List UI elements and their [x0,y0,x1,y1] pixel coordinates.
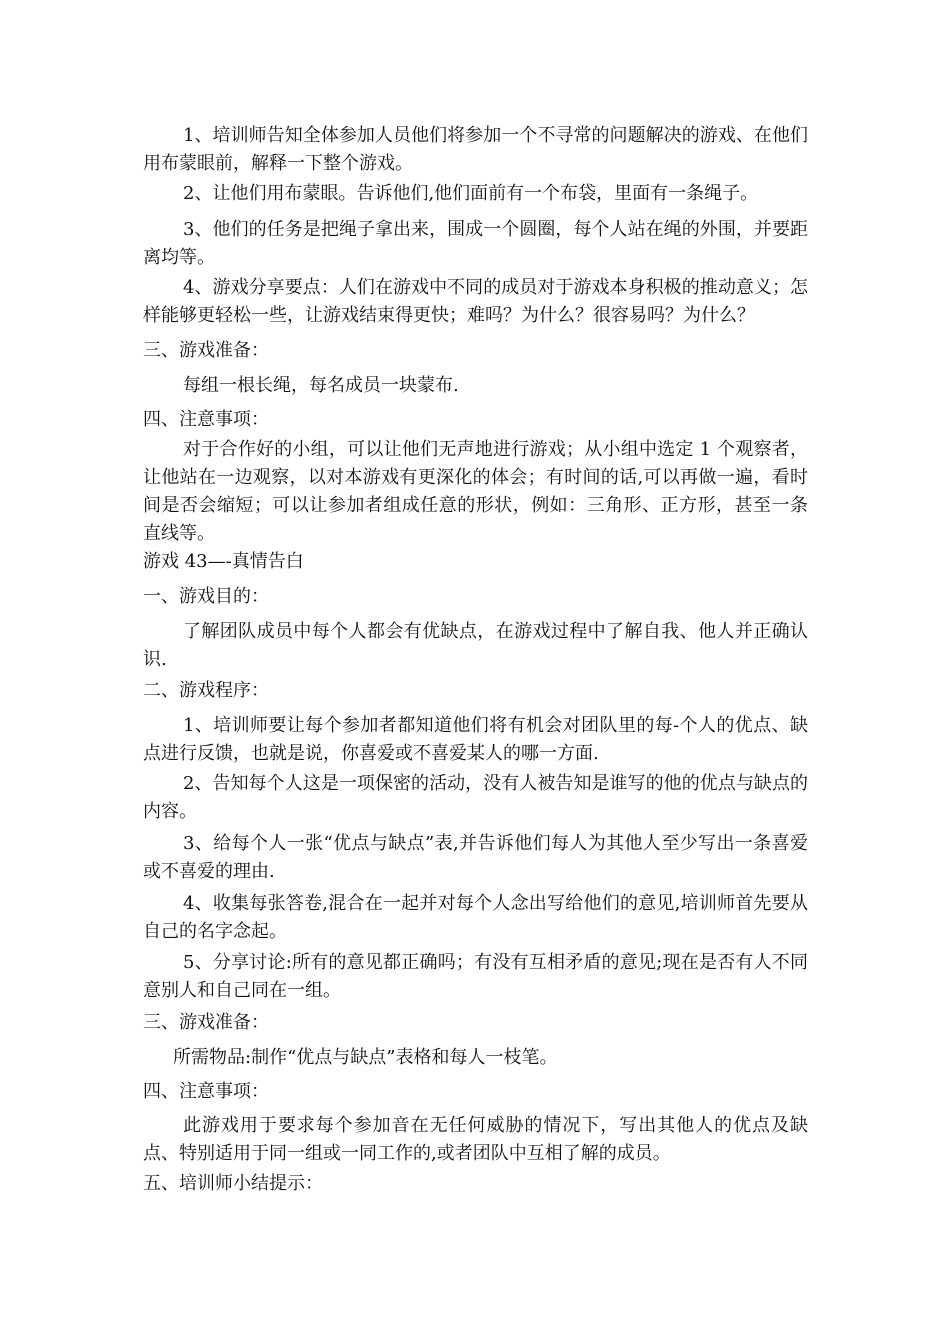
paragraph-notes-2: 此游戏用于要求每个参加音在无任何威胁的情况下，写出其他人的优点及缺点、特别适用于同一组或一同工作的,或者团队中互相了解的成员。 [143,1115,808,1164]
paragraph-materials: 每组一根长绳，每名成员一块蒙布. [183,375,459,396]
paragraph-notes: 对于合作好的小组，可以让他们无声地进行游戏；从小组中选定 1 个观察者，让他站在一边观察，以对本游戏有更深化的体会；有时间的话,可以再做一遍，看时间是否会缩短；可以让参加者组成任意的形状，例如：三角形、正方形，甚至一条直线等。 [143,439,808,544]
heading-game-purpose: 一、游戏目的： [143,586,269,607]
paragraph-procedure-5: 5、分享讨论:所有的意见都正确吗；有没有互相矛盾的意见;现在是否有人不同意别人和自己同在一组。 [143,952,808,1001]
paragraph-step-4: 4、游戏分享要点：人们在游戏中不同的成员对于游戏本身积极的推动意义；怎样能够更轻松一些，让游戏结束得更快；难吗？为什么？很容易吗？为什么？ [143,277,808,326]
heading-notes-2: 四、注意事项： [143,1081,269,1102]
paragraph-procedure-2: 2、告知每个人这是一项保密的活动，没有人被告知是谁写的他的优点与缺点的内容。 [143,773,808,822]
paragraph-step-2: 2、让他们用布蒙眼。告诉他们,他们面前有一个布袋，里面有一条绳子。 [183,183,759,204]
heading-game-43: 游戏 43—-真情告白 [143,551,304,572]
heading-game-preparation: 三、游戏准备： [143,340,269,361]
paragraph-step-3: 3、他们的任务是把绳子拿出来，围成一个圆圈，每个人站在绳的外围，并要距离均等。 [143,219,808,268]
paragraph-step-1: 1、培训师告知全体参加人员他们将参加一个不寻常的问题解决的游戏、在他们用布蒙眼前，解释一下整个游戏。 [143,125,808,174]
heading-game-procedure: 二、游戏程序： [143,680,269,701]
heading-trainer-summary: 五、培训师小结提示： [143,1173,323,1194]
paragraph-materials-2: 所需物品:制作“优点与缺点”表格和每人一枝笔。 [173,1047,558,1068]
paragraph-procedure-3: 3、给每个人一张“优点与缺点”表,并告诉他们每人为其他人至少写出一条喜爱或不喜爱的理由. [143,833,808,882]
paragraph-purpose: 了解团队成员中每个人都会有优缺点，在游戏过程中了解自我、他人并正确认识. [143,621,808,670]
paragraph-procedure-1: 1、培训师要让每个参加者都知道他们将有机会对团队里的每-个人的优点、缺点进行反馈，也就是说，你喜爱或不喜爱某人的哪一方面. [143,715,808,764]
heading-game-preparation-2: 三、游戏准备： [143,1012,269,1033]
paragraph-procedure-4: 4、收集每张答卷,混合在一起并对每个人念出写给他们的意见,培训师首先要从自己的名字念起。 [143,893,808,942]
heading-notes: 四、注意事项： [143,409,269,430]
